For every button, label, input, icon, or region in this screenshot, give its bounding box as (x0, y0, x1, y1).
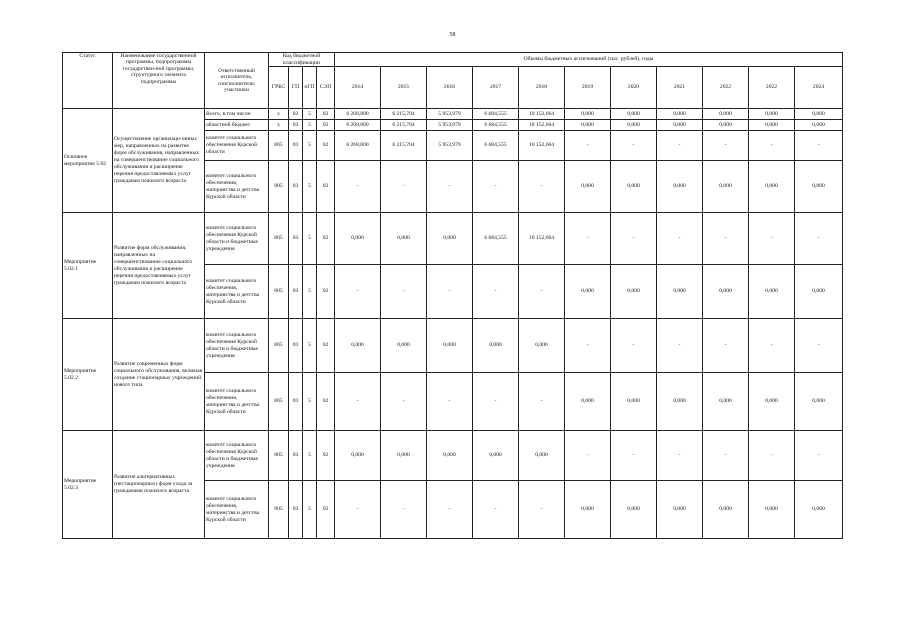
code-pgp: 5 (303, 319, 317, 373)
value-cell: 0,000 (795, 373, 843, 431)
code-grbs: 805 (269, 373, 289, 431)
value-cell: - (335, 161, 381, 213)
value-cell: - (427, 265, 473, 319)
value-cell: 0,000 (335, 213, 381, 265)
value-cell: - (795, 319, 843, 373)
value-cell: - (381, 265, 427, 319)
value-cell: - (611, 319, 657, 373)
value-cell: 0,000 (565, 109, 611, 120)
code-sep: 02 (317, 319, 335, 373)
value-cell: 0,000 (657, 161, 703, 213)
value-cell: 0,000 (427, 213, 473, 265)
header-year-4: 2018 (519, 67, 565, 109)
header-volumes: Объемы бюджетных ассигнований (тыс. рублей), годы (335, 53, 843, 67)
value-cell: - (335, 481, 381, 539)
value-cell: 0,000 (565, 481, 611, 539)
value-cell: 5 953,979 (427, 120, 473, 131)
row-status: Мероприятие 5.02.1 (63, 213, 113, 319)
value-cell: - (381, 373, 427, 431)
header-code-group: Код бюджетной классификации (269, 53, 335, 67)
value-cell: 0,000 (657, 373, 703, 431)
row-status: Мероприятие 5.02.2 (63, 319, 113, 431)
value-cell: 0,000 (611, 161, 657, 213)
value-cell: - (795, 131, 843, 161)
value-cell: 0,000 (611, 120, 657, 131)
value-cell: - (749, 319, 795, 373)
value-cell: - (519, 481, 565, 539)
value-cell: 0,000 (335, 319, 381, 373)
row-executor: комитет социального обеспечения, материнства и детства Курской области (205, 161, 269, 213)
value-cell: - (473, 481, 519, 539)
row-name: Осуществление организаци-онных мер, направленных на развитие форм обслуживания, направленных на совершенствование социального обслуживания и расширение перечня предоставляемых услуг гражданам пожилого возраста (113, 109, 205, 213)
row-executor: комитет социального обеспечения, материнства и детства Курской области (205, 481, 269, 539)
header-executor: Ответственный исполнитель, соисполнители, участники (205, 53, 269, 109)
header-year-9: 2022 (749, 67, 795, 109)
value-cell: 6 215,704 (381, 120, 427, 131)
value-cell: 0,000 (611, 373, 657, 431)
value-cell: 0,000 (381, 213, 427, 265)
value-cell: 0,000 (565, 161, 611, 213)
value-cell: - (565, 319, 611, 373)
value-cell: 0,000 (657, 265, 703, 319)
code-pgp: 5 (303, 431, 317, 481)
value-cell: 0,000 (335, 431, 381, 481)
value-cell: 0,000 (427, 319, 473, 373)
header-year-6: 2020 (611, 67, 657, 109)
row-name: Развитие альтернативных (нестационарных) форм ухода за гражданами пожилого возраста (113, 431, 205, 539)
header-status: Статус (63, 53, 113, 109)
value-cell: 5 953,979 (427, 109, 473, 120)
value-cell: 0,000 (795, 109, 843, 120)
header-year-10: 2024 (795, 67, 843, 109)
value-cell: 10 152,664 (519, 109, 565, 120)
value-cell: 0,000 (565, 373, 611, 431)
value-cell: - (795, 431, 843, 481)
header-year-1: 2015 (381, 67, 427, 109)
row-executor: комитет социального обеспечения Курской области (205, 131, 269, 161)
code-grbs: 805 (269, 319, 289, 373)
row-name: Развитие современных форм социального обслуживания, включая создание стационарных учреждений нового типа (113, 319, 205, 431)
value-cell: 0,000 (703, 265, 749, 319)
code-grbs: 805 (269, 131, 289, 161)
code-gp: 03 (289, 431, 303, 481)
value-cell: 5 953,979 (427, 131, 473, 161)
value-cell: 0,000 (381, 319, 427, 373)
value-cell: 0,000 (657, 120, 703, 131)
value-cell: - (657, 431, 703, 481)
value-cell: 6 684,555 (473, 213, 519, 265)
page-number: 58 (449, 32, 456, 38)
value-cell: - (427, 481, 473, 539)
value-cell: - (565, 131, 611, 161)
value-cell: 0,000 (749, 373, 795, 431)
value-cell: - (473, 373, 519, 431)
value-cell: 0,000 (749, 481, 795, 539)
code-gp: 03 (289, 109, 303, 120)
value-cell: 0,000 (519, 431, 565, 481)
header-code-0: ГРБС (269, 67, 289, 109)
code-grbs: 805 (269, 161, 289, 213)
value-cell: 6 268,800 (335, 109, 381, 120)
code-pgp: 5 (303, 109, 317, 120)
code-pgp: 5 (303, 120, 317, 131)
value-cell: 6 215,704 (381, 131, 427, 161)
code-gp: 03 (289, 319, 303, 373)
value-cell: - (427, 373, 473, 431)
table-row (63, 319, 843, 373)
value-cell: 10 152,664 (519, 131, 565, 161)
code-grbs: 805 (269, 213, 289, 265)
value-cell: - (657, 213, 703, 265)
value-cell: 0,000 (519, 319, 565, 373)
code-gp: 03 (289, 161, 303, 213)
value-cell: 10 152,664 (519, 213, 565, 265)
value-cell: 0,000 (657, 109, 703, 120)
code-sep: 02 (317, 373, 335, 431)
value-cell: 0,000 (611, 265, 657, 319)
value-cell: - (381, 161, 427, 213)
table-row (63, 213, 843, 265)
code-pgp: 5 (303, 161, 317, 213)
code-sep: 02 (317, 131, 335, 161)
value-cell: - (473, 161, 519, 213)
value-cell: - (611, 431, 657, 481)
code-gp: 03 (289, 481, 303, 539)
code-pgp: 5 (303, 213, 317, 265)
value-cell: - (703, 213, 749, 265)
value-cell: - (565, 431, 611, 481)
value-cell: - (335, 373, 381, 431)
header-year-2: 2016 (427, 67, 473, 109)
value-cell: - (749, 213, 795, 265)
code-sep: 02 (317, 109, 335, 120)
code-grbs: х (269, 109, 289, 120)
value-cell: 0,000 (565, 265, 611, 319)
value-cell: - (749, 131, 795, 161)
code-gp: 03 (289, 213, 303, 265)
code-grbs: 805 (269, 481, 289, 539)
value-cell: - (657, 131, 703, 161)
code-grbs: 805 (269, 265, 289, 319)
value-cell: - (703, 431, 749, 481)
value-cell: 0,000 (749, 109, 795, 120)
row-executor: Всего, в том числе: (205, 109, 269, 120)
code-sep: 02 (317, 213, 335, 265)
row-status: Основное мероприятие 5.02 (63, 109, 113, 213)
row-name: Развитие форм обслуживания, направленных на совершенствование социального обслуживания и расширение перечня предоставляемых услуг гражданам пожилого возраста (113, 213, 205, 319)
value-cell: 6 684,555 (473, 120, 519, 131)
value-cell: 10 152,664 (519, 120, 565, 131)
value-cell: 6 215,704 (381, 109, 427, 120)
value-cell: 0,000 (795, 481, 843, 539)
value-cell: 6 268,800 (335, 120, 381, 131)
value-cell: - (473, 265, 519, 319)
value-cell: 0,000 (703, 373, 749, 431)
code-sep: 02 (317, 481, 335, 539)
code-sep: 02 (317, 161, 335, 213)
table-row (63, 431, 843, 481)
value-cell: - (427, 161, 473, 213)
code-gp: 03 (289, 120, 303, 131)
value-cell: 0,000 (565, 120, 611, 131)
value-cell: 0,000 (749, 265, 795, 319)
value-cell: 0,000 (657, 481, 703, 539)
header-year-5: 2019 (565, 67, 611, 109)
code-pgp: 5 (303, 131, 317, 161)
code-grbs: 805 (269, 431, 289, 481)
header-year-0: 2014 (335, 67, 381, 109)
value-cell: 6 684,555 (473, 131, 519, 161)
value-cell: 6 684,555 (473, 109, 519, 120)
value-cell: - (335, 265, 381, 319)
code-sep: 02 (317, 265, 335, 319)
value-cell: - (611, 213, 657, 265)
code-gp: 03 (289, 373, 303, 431)
value-cell: 0,000 (795, 265, 843, 319)
value-cell: 0,000 (427, 431, 473, 481)
value-cell: - (657, 319, 703, 373)
code-sep: 02 (317, 120, 335, 131)
header-name: Наименование государственной программы, подпрограммы государствен-ной программы, структурного элемента подпрограммы (113, 53, 205, 109)
budget-table-container (62, 52, 838, 539)
row-executor: комитет социального обеспечения, материнства и детства Курской области (205, 265, 269, 319)
value-cell: 0,000 (749, 161, 795, 213)
value-cell: - (703, 131, 749, 161)
value-cell: 6 268,800 (335, 131, 381, 161)
value-cell: - (703, 319, 749, 373)
value-cell: - (381, 481, 427, 539)
row-executor: областной бюджет (205, 120, 269, 131)
value-cell: - (795, 213, 843, 265)
value-cell: 0,000 (381, 431, 427, 481)
value-cell: 0,000 (795, 161, 843, 213)
row-executor: комитет социального обеспечения, материнства и детства Курской области (205, 373, 269, 431)
row-executor: комитет социального обеспечения Курской области и бюджетные учреждения (205, 213, 269, 265)
row-executor: комитет социального обеспечения Курской области и бюджетные учреждения (205, 431, 269, 481)
value-cell: - (519, 161, 565, 213)
value-cell: - (611, 131, 657, 161)
header-year-8: 2022 (703, 67, 749, 109)
header-code-2: пГП (303, 67, 317, 109)
code-pgp: 5 (303, 373, 317, 431)
value-cell: 0,000 (473, 319, 519, 373)
value-cell: 0,000 (611, 481, 657, 539)
code-gp: 03 (289, 131, 303, 161)
code-grbs: х (269, 120, 289, 131)
value-cell: 0,000 (703, 109, 749, 120)
value-cell: 0,000 (703, 481, 749, 539)
value-cell: 0,000 (703, 120, 749, 131)
code-pgp: 5 (303, 481, 317, 539)
value-cell: - (519, 373, 565, 431)
value-cell: 0,000 (795, 120, 843, 131)
header-code-1: ГП (289, 67, 303, 109)
value-cell: - (749, 431, 795, 481)
budget-table (62, 52, 843, 539)
row-status: Мероприятие 5.02.3 (63, 431, 113, 539)
code-gp: 03 (289, 265, 303, 319)
header-year-3: 2017 (473, 67, 519, 109)
value-cell: 0,000 (703, 161, 749, 213)
code-sep: 02 (317, 431, 335, 481)
header-year-7: 2021 (657, 67, 703, 109)
value-cell: 0,000 (749, 120, 795, 131)
row-executor: комитет социального обеспечения Курской области и бюджетные учреждения (205, 319, 269, 373)
value-cell: - (519, 265, 565, 319)
value-cell: 0,000 (473, 431, 519, 481)
value-cell: - (565, 213, 611, 265)
value-cell: 0,000 (611, 109, 657, 120)
header-code-3: СЭП (317, 67, 335, 109)
table-row (63, 109, 843, 120)
code-pgp: 5 (303, 265, 317, 319)
